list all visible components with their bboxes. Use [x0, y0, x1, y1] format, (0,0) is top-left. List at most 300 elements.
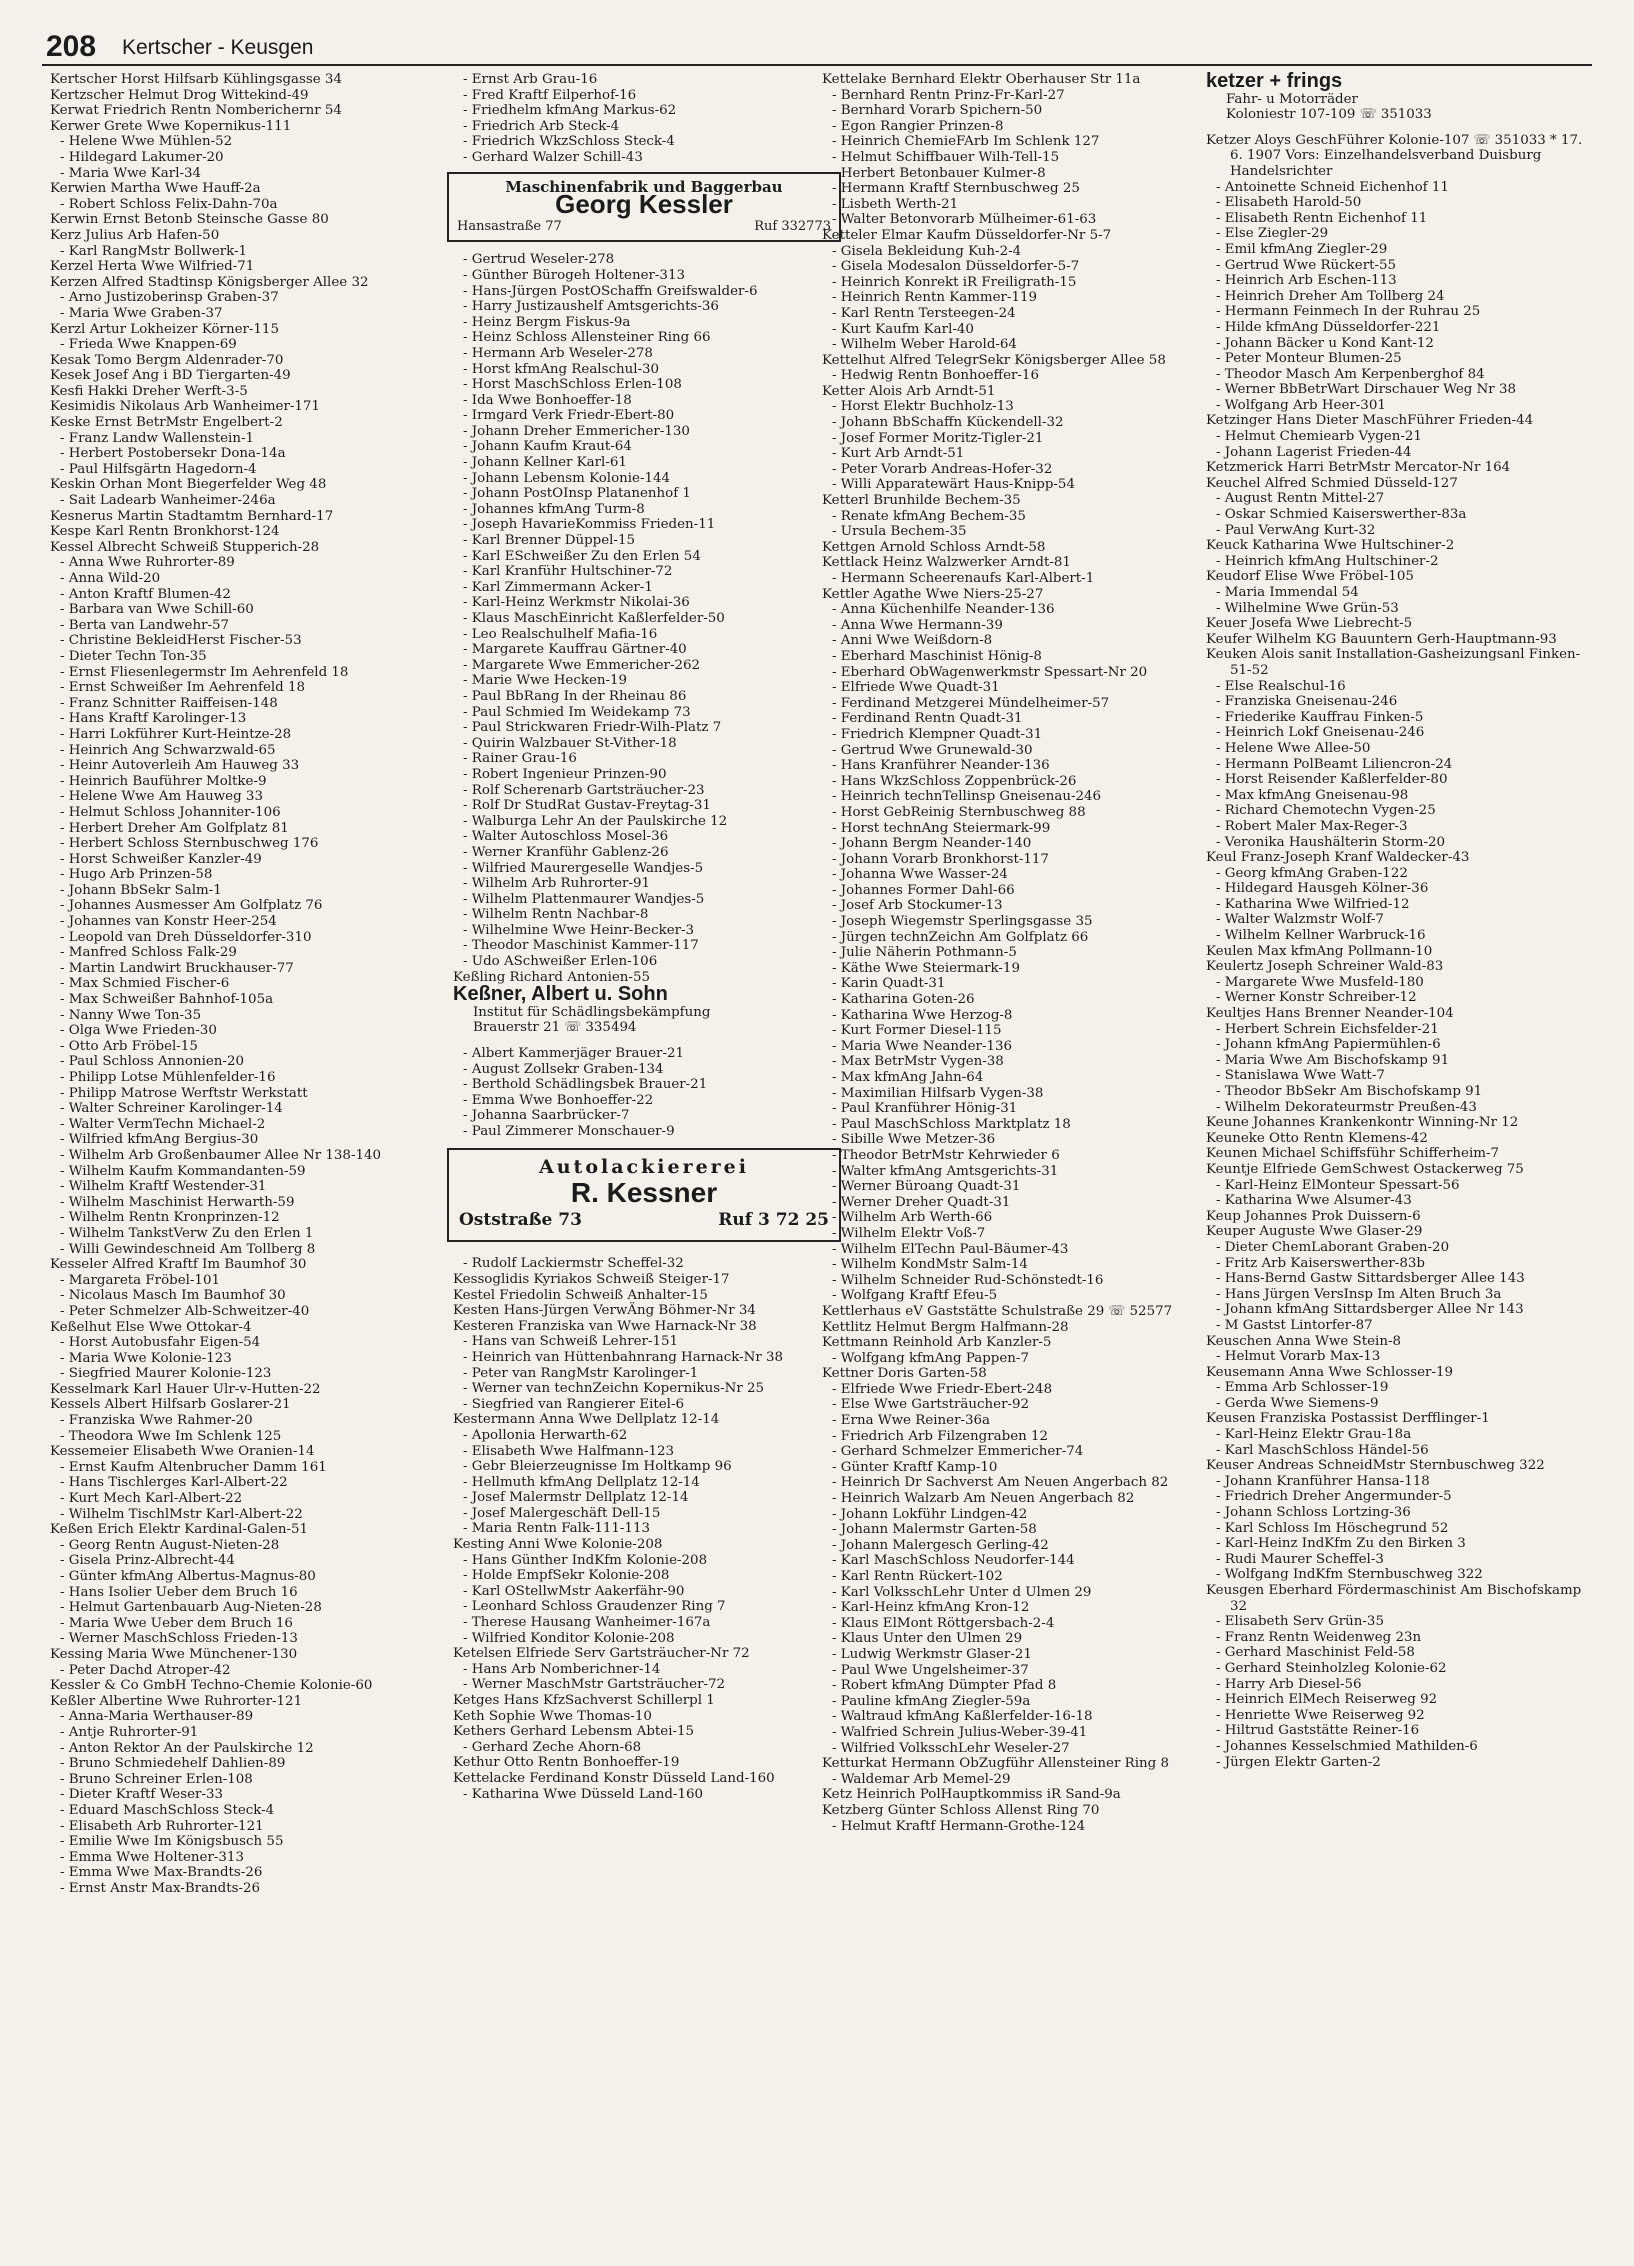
directory-entry: Kerwat Friedrich Rentn Nomberichernr 54: [50, 103, 342, 119]
directory-entry: Kesfi Hakki Dreher Werft-3-5: [50, 383, 248, 399]
directory-entry: - Paul Kranführer Hönig-31: [832, 1101, 1018, 1117]
directory-entry: - Horst Elektr Buchholz-13: [832, 399, 1014, 415]
directory-entry: - Gertrud Wwe Grunewald-30: [832, 742, 1033, 758]
directory-entry: - Leonhard Schloss Graudenzer Ring 7: [463, 1599, 726, 1615]
directory-entry: - Herbert Postobersekr Dona-14a: [60, 446, 286, 462]
directory-entry: Keßling Richard Antonien-55: [453, 969, 650, 985]
directory-entry: - Wilhelm Kellner Warbruck-16: [1216, 928, 1426, 944]
directory-entry: Kettelhut Alfred TelegrSekr Königsberger Allee 58: [822, 352, 1166, 368]
directory-entry: - Franz Rentn Weidenweg 23n: [1216, 1629, 1422, 1645]
directory-entry: - Eberhard ObWagenwerkmstr Spessart-Nr 20: [832, 664, 1148, 680]
directory-entry: - Harri Lokführer Kurt-Heintze-28: [60, 726, 292, 742]
directory-entry: - Johanna Saarbrücker-7: [463, 1108, 630, 1124]
directory-entry: - Hilde kfmAng Düsseldorfer-221: [1216, 319, 1441, 335]
directory-entry: - Elisabeth Rentn Eichenhof 11: [1216, 210, 1428, 226]
directory-entry: - Leopold van Dreh Düsseldorfer-310: [60, 929, 312, 945]
directory-entry: - Robert Ingenieur Prinzen-90: [463, 766, 667, 782]
directory-entry: - Heinrich Konrekt iR Freiligrath-15: [832, 274, 1077, 290]
directory-entry: Kessoglidis Kyriakos Schweiß Steiger-17: [453, 1271, 730, 1287]
directory-entry: Kessler & Co GmbH Techno-Chemie Kolonie-60: [50, 1678, 373, 1694]
directory-entry: - Johann kfmAng Papiermühlen-6: [1216, 1037, 1441, 1053]
directory-entry: - Hans WkzSchloss Zoppenbrück-26: [832, 773, 1077, 789]
directory-entry: - Helmut Kraftf Hermann-Grothe-124: [832, 1818, 1086, 1834]
directory-entry: - Günter kfmAng Albertus-Magnus-80: [60, 1569, 316, 1584]
directory-entry: Kesselmark Karl Hauer Ulr-v-Hutten-22: [50, 1381, 321, 1397]
directory-entry: - Hans-Bernd Gastw Sittardsberger Allee 143: [1216, 1271, 1525, 1287]
directory-entry: - Horst MaschSchloss Erlen-108: [463, 377, 682, 393]
directory-entry: - Wilhelm Maschinist Herwarth-59: [60, 1194, 295, 1210]
directory-entry: - Johann Malergesch Gerling-42: [832, 1537, 1049, 1553]
directory-entry: - Maria Rentn Falk-111-113: [463, 1521, 650, 1537]
directory-entry: - Helmut Vorarb Max-13: [1216, 1349, 1381, 1365]
directory-entry: - Rainer Grau-16: [463, 751, 577, 767]
directory-entry: - Margarete Wwe Emmericher-262: [463, 657, 701, 673]
directory-entry: - Elfriede Wwe Friedr-Ebert-248: [832, 1381, 1053, 1397]
directory-entry: - Elisabeth Serv Grün-35: [1216, 1614, 1384, 1630]
directory-entry: - Anton Kraftf Blumen-42: [60, 586, 231, 602]
directory-entry: Ketges Hans KfzSachverst Schillerpl 1: [453, 1693, 715, 1708]
directory-entry: - Helmut Gartenbauarb Aug-Nieten-28: [60, 1600, 322, 1616]
directory-entry: - Wilhelm Schneider Rud-Schönstedt-16: [832, 1272, 1104, 1288]
directory-entry: Kesek Josef Ang i BD Tiergarten-49: [50, 368, 291, 384]
directory-entry: - Gertrud Wwe Rückert-55: [1216, 257, 1397, 273]
directory-entry: - Peter Vorarb Andreas-Hofer-32: [832, 461, 1053, 477]
directory-entry: - Horst GebReinig Sternbuschweg 88: [832, 804, 1086, 820]
directory-entry: Kettgen Arnold Schloss Arndt-58: [822, 539, 1046, 555]
directory-entry: - Wilhelm Kraftf Westender-31: [60, 1179, 267, 1195]
directory-entry: - Nanny Wwe Ton-35: [60, 1007, 202, 1023]
directory-entry: Keul Franz-Joseph Kranf Waldecker-43: [1206, 850, 1470, 866]
directory-entry: - Karl OStellwMstr Aakerfähr-90: [463, 1583, 685, 1599]
directory-entry: Kettelake Bernhard Elektr Oberhauser Str 11a: [822, 72, 1141, 87]
directory-entry: Kettlitz Helmut Bergm Halfmann-28: [822, 1319, 1069, 1335]
directory-entry: - Katharina Wwe Herzog-8: [832, 1007, 1013, 1023]
directory-entry: - Bernhard Vorarb Spichern-50: [832, 103, 1043, 119]
directory-entry: - Friedrich Klempner Quadt-31: [832, 726, 1043, 742]
directory-entry: - Harry Arb Diesel-56: [1216, 1676, 1362, 1692]
directory-entry: - Wolfgang kfmAng Pappen-7: [832, 1350, 1029, 1366]
directory-entry: Keuser Andreas SchneidMstr Sternbuschweg 322: [1206, 1458, 1545, 1474]
directory-entry: - Hedwig Rentn Bonhoeffer-16: [832, 368, 1039, 384]
directory-entry: - Kurt Former Diesel-115: [832, 1023, 1002, 1039]
directory-entry: - Else Ziegler-29: [1216, 226, 1329, 242]
ad-autolackiererei: [447, 1148, 841, 1243]
directory-entry: - Rudi Maurer Scheffel-3: [1216, 1551, 1384, 1567]
directory-entry: - Ferdinand Metzgerei Mündelheimer-57: [832, 695, 1110, 711]
directory-entry: - Gisela Prinz-Albrecht-44: [60, 1553, 235, 1569]
directory-entry: - Johannes van Konstr Heer-254: [60, 914, 277, 930]
directory-entry: - Elisabeth Arb Ruhrorter-121: [60, 1818, 264, 1834]
directory-entry: - Horst Reisender Kaßlerfelder-80: [1216, 772, 1448, 788]
directory-entry: Keup Johannes Prok Duissern-6: [1206, 1208, 1421, 1224]
directory-entry: Keßelhut Else Wwe Ottokar-4: [50, 1319, 252, 1335]
directory-entry: - Wilhelm Plattenmaurer Wandjes-5: [463, 891, 705, 907]
directory-entry: - Wilhelm ElTechn Paul-Bäumer-43: [832, 1241, 1069, 1257]
directory-entry: Kesteren Franziska van Wwe Harnack-Nr 38: [453, 1318, 757, 1334]
directory-entry: - Bernhard Rentn Prinz-Fr-Karl-27: [832, 87, 1065, 103]
directory-entry: Kessing Maria Wwe Münchener-130: [50, 1646, 298, 1662]
directory-entry: - Leo Realschulhelf Mafia-16: [463, 626, 658, 642]
directory-entry: - Heinrich ElMech Reiserweg 92: [1216, 1692, 1438, 1708]
directory-entry: - Paul VerwAng Kurt-32: [1216, 522, 1376, 538]
directory-entry: Keunen Michael Schiffsführ Schifferheim-7: [1206, 1146, 1500, 1162]
directory-entry: - Heinrich Walzarb Am Neuen Angerbach 82: [832, 1491, 1135, 1507]
page-title: Kertscher - Keusgen: [122, 36, 314, 59]
directory-entry: - Karl MaschSchloss Händel-56: [1216, 1442, 1429, 1458]
ad-address: Hansastraße 77: [457, 218, 562, 234]
directory-entry: - Walter Schreiner Karolinger-14: [60, 1101, 283, 1117]
directory-entry: - Emma Wwe Holtener-313: [60, 1849, 244, 1865]
directory-entry: - Fritz Arb Kaiserswerther-83b: [1216, 1255, 1425, 1271]
directory-entry: - Georg Rentn August-Nieten-28: [60, 1537, 280, 1553]
directory-entry: - Maria Wwe Kolonie-123: [60, 1350, 232, 1366]
directory-entry: - Günter Kraftf Kamp-10: [832, 1459, 998, 1475]
directory-entry: - Joseph Wiegemstr Sperlingsgasse 35: [832, 914, 1093, 930]
directory-entry: - Peter Dachd Atroper-42: [60, 1662, 231, 1678]
directory-entry: Keuer Josefa Wwe Liebrecht-5: [1206, 616, 1413, 632]
directory-entry: - Johannes Former Dahl-66: [832, 882, 1015, 898]
directory-entry: - Maria Wwe Am Bischofskamp 91: [1216, 1052, 1450, 1068]
directory-entry: - Hans Arb Nomberichner-14: [463, 1661, 661, 1677]
directory-entry: Keskin Orhan Mont Biegerfelder Weg 48: [50, 477, 327, 493]
directory-entry: - Paul BbRang In der Rheinau 86: [463, 688, 687, 704]
directory-entry: - Willi Apparatewärt Haus-Knipp-54: [832, 477, 1075, 493]
directory-entry: - Theodor Masch Am Kerpenberghof 84: [1216, 366, 1485, 382]
directory-entry: - Hermann Arb Weseler-278: [463, 345, 653, 361]
directory-entry: - Holde EmpfSekr Kolonie-208: [463, 1568, 670, 1584]
directory-entry: - Heinrich Arb Eschen-113: [1216, 273, 1397, 289]
directory-entry: - Manfred Schloss Falk-29: [60, 945, 237, 961]
directory-entry: - Gisela Modesalon Düsseldorfer-5-7: [832, 259, 1080, 275]
directory-entry: - Dieter Kraftf Weser-33: [60, 1787, 223, 1803]
directory-entry: Kesseler Alfred Kraftf Im Baumhof 30: [50, 1257, 307, 1273]
directory-entry: - Klaus ElMont Röttgersbach-2-4: [832, 1615, 1055, 1631]
directory-entry: - Stanislawa Wwe Watt-7: [1216, 1068, 1385, 1084]
directory-entry: - Hildegard Lakumer-20: [60, 149, 224, 165]
directory-entry: - Margareta Fröbel-101: [60, 1272, 220, 1288]
directory-entry: - Karl Brenner Düppel-15: [463, 533, 635, 549]
directory-entry: - Paul Hilfsgärtn Hagedorn-4: [60, 461, 257, 477]
directory-entry: Kettmann Reinhold Arb Kanzler-5: [822, 1335, 1052, 1351]
directory-entry: - Wilfried VolksschLehr Weseler-27: [832, 1740, 1070, 1756]
directory-entry: - Paul Zimmerer Monschauer-9: [463, 1124, 675, 1139]
directory-entry: - Karl MaschSchloss Neudorfer-144: [832, 1553, 1075, 1569]
directory-entry: - Paul Schloss Annonien-20: [60, 1054, 244, 1070]
directory-entry: - Elisabeth Harold-50: [1216, 195, 1362, 211]
directory-entry: - Anna Wwe Ruhrorter-89: [60, 555, 235, 571]
directory-entry: - Wilhelm TischlMstr Karl-Albert-22: [60, 1506, 303, 1522]
directory-entry: - Philipp Matrose Werftstr Werkstatt: [60, 1085, 308, 1101]
directory-entry: Keulertz Joseph Schreiner Wald-83: [1206, 959, 1444, 975]
directory-entry: - Georg kfmAng Graben-122: [1216, 865, 1408, 881]
directory-entry: - Johann Dreher Emmericher-130: [463, 423, 690, 439]
directory-entry: - Gerhard Steinholzleg Kolonie-62: [1216, 1660, 1447, 1676]
directory-entry: - Johann BbSekr Salm-1: [60, 882, 222, 898]
directory-entry: - Paul Strickwaren Friedr-Wilh-Platz 7: [463, 720, 722, 736]
directory-entry: - Günther Bürogeh Holtener-313: [463, 267, 685, 283]
directory-entry: Keuper Auguste Wwe Glaser-29: [1206, 1224, 1423, 1240]
ad-phone: Ruf 332773: [754, 218, 831, 234]
directory-entry: - Josef Malermstr Dellplatz 12-14: [463, 1490, 689, 1506]
directory-entry: - Katharina Wwe Alsumer-43: [1216, 1193, 1412, 1209]
directory-entry: Kettelacke Ferdinand Konstr Düsseld Land-160: [453, 1770, 775, 1786]
directory-entry: - Waltraud kfmAng Kaßlerfelder-16-18: [832, 1709, 1093, 1725]
directory-entry: - Wilhelm Kaufm Kommandanten-59: [60, 1163, 306, 1179]
directory-entry: - Heinz Schloss Allensteiner Ring 66: [463, 330, 711, 346]
directory-entry: - Johann kfmAng Sittardsberger Allee Nr 143: [1216, 1302, 1524, 1318]
directory-entry: - Else Realschul-16: [1216, 678, 1346, 694]
directory-entry: - Walter Walzmstr Wolf-7: [1216, 912, 1384, 928]
directory-entry: - Karl Kranführ Hultschiner-72: [463, 564, 673, 580]
directory-entry: - Rolf Dr StudRat Gustav-Freytag-31: [463, 798, 711, 814]
directory-entry: - Robert Schloss Felix-Dahn-70a: [60, 196, 278, 212]
directory-entry: - Johann Bergm Neander-140: [832, 836, 1032, 852]
directory-entry: Keusgen Eberhard Fördermaschinist Am Bischofskamp 32: [1206, 1583, 1582, 1614]
directory-entry: - Heinrich Lokf Gneisenau-246: [1216, 725, 1425, 741]
directory-entry: - Ernst Fliesenlegermstr Im Aehrenfeld 18: [60, 664, 349, 680]
directory-entry: - Gerhard Zeche Ahorn-68: [463, 1739, 642, 1755]
directory-entry: - Eduard MaschSchloss Steck-4: [60, 1802, 275, 1818]
directory-entry: Kesnerus Martin Stadtamtm Bernhard-17: [50, 508, 334, 524]
directory-entry: - Friederike Kauffrau Finken-5: [1216, 709, 1424, 725]
directory-entry: - Friedhelm kfmAng Markus-62: [463, 103, 677, 119]
directory-entry: - Siegfried van Rangierer Eitel-6: [463, 1396, 685, 1412]
directory-entry: - Theodor BetrMstr Kehrwieder 6: [832, 1147, 1060, 1163]
directory-entry: - Else Wwe Gartsträucher-92: [832, 1397, 1030, 1413]
directory-entry: - August Zollsekr Graben-134: [463, 1061, 664, 1077]
directory-entry: - Dieter ChemLaborant Graben-20: [1216, 1239, 1450, 1255]
directory-entry: - Walter VermTechn Michael-2: [60, 1116, 266, 1132]
directory-entry: Kettner Doris Garten-58: [822, 1366, 987, 1382]
directory-entry: - Quirin Walzbauer St-Vither-18: [463, 735, 677, 751]
ad-tagline: Maschinenfabrik und Baggerbau: [505, 177, 783, 196]
directory-entry: Kerz Julius Arb Hafen-50: [50, 227, 220, 243]
directory-entry: Kerwin Ernst Betonb Steinsche Gasse 80: [50, 212, 329, 228]
column-3: [822, 72, 1210, 1834]
directory-entry: - Hildegard Hausgeh Kölner-36: [1216, 881, 1429, 897]
directory-entry: - Lisbeth Werth-21: [832, 196, 959, 212]
directory-entry: - Karl-Heinz ElMonteur Spessart-56: [1216, 1177, 1460, 1193]
directory-entry: - Peter van RangMstr Karolinger-1: [463, 1365, 699, 1381]
directory-entry: - Heinrich ChemieFArb Im Schlenk 127: [832, 134, 1100, 150]
directory-entry: - Wilhelm TankstVerw Zu den Erlen 1: [60, 1225, 314, 1241]
directory-entry: - Herbert Dreher Am Golfplatz 81: [60, 820, 289, 836]
directory-entry: - Karl ESchweißer Zu den Erlen 54: [463, 548, 701, 564]
ad-address: Oststraße 73: [459, 1209, 582, 1230]
directory-entry: - Werner BbBetrWart Dirschauer Weg Nr 38: [1216, 382, 1517, 398]
directory-entry: - Walter Autoschloss Mosel-36: [463, 829, 669, 845]
directory-entry: - Hermann Feinmech In der Ruhrau 25: [1216, 304, 1481, 320]
page-header: [42, 30, 1592, 66]
directory-entry: Ketteler Elmar Kaufm Düsseldorfer-Nr 5-7: [822, 227, 1112, 243]
directory-entry: - Heinrich Dreher Am Tollberg 24: [1216, 288, 1445, 304]
directory-entry: - Friedrich Dreher Angermunder-5: [1216, 1489, 1452, 1505]
directory-entry: - Johannes Ausmesser Am Golfplatz 76: [60, 898, 323, 914]
directory-entry: Kertzscher Helmut Drog Wittekind-49: [50, 87, 309, 103]
directory-entry: - Anni Wwe Weißdorn-8: [832, 633, 993, 649]
directory-entry: - Maria Wwe Karl-34: [60, 165, 202, 181]
directory-entry: Kethers Gerhard Lebensm Abtei-15: [453, 1724, 695, 1740]
directory-entry: - Johann Kellner Karl-61: [463, 455, 627, 471]
directory-entry: - Peter Monteur Blumen-25: [1216, 351, 1402, 367]
ad-company-name: R. Kessner: [570, 1177, 718, 1209]
directory-entry: - Karl Zimmermann Acker-1: [463, 579, 653, 595]
directory-entry: - Irmgard Verk Friedr-Ebert-80: [463, 408, 675, 424]
directory-entry: - Ida Wwe Bonhoeffer-18: [463, 392, 632, 408]
directory-entry: Kessemeier Elisabeth Wwe Oranien-14: [50, 1444, 315, 1460]
directory-entry: - Hans Günther IndKfm Kolonie-208: [463, 1552, 708, 1568]
directory-entry: - Frieda Wwe Knappen-69: [60, 337, 237, 353]
directory-entry: - Anna-Maria Werthauser-89: [60, 1709, 254, 1725]
ad-company-name: Georg Kessler: [555, 189, 733, 220]
directory-entry: Kesting Anni Wwe Kolonie-208: [453, 1537, 663, 1553]
directory-entry: - Wilhelmine Wwe Heinr-Becker-3: [463, 922, 695, 938]
directory-entry: - Waldemar Arb Memel-29: [832, 1771, 1011, 1787]
directory-entry: - Gertrud Weseler-278: [463, 252, 615, 268]
directory-entry: - Anna Wild-20: [60, 571, 161, 586]
directory-entry: - Wilfried Maurergeselle Wandjes-5: [463, 860, 704, 876]
directory-entry: - Josef Former Moritz-Tigler-21: [832, 430, 1044, 446]
directory-entry: Kettlack Heinz Walzwerker Arndt-81: [822, 555, 1071, 571]
directory-entry: - Richard Chemotechn Vygen-25: [1216, 803, 1436, 819]
directory-entry: - Horst technAng Steiermark-99: [832, 820, 1051, 836]
directory-entry: - Hans van Schweiß Lehrer-151: [463, 1334, 679, 1350]
directory-entry: Kertscher Horst Hilfsarb Kühlingsgasse 34: [50, 72, 342, 87]
directory-entry: Kespe Karl Rentn Bronkhorst-124: [50, 524, 280, 540]
directory-entry: - Max kfmAng Gneisenau-98: [1216, 787, 1409, 803]
directory-entry: - Karl Schloss Im Höschegrund 52: [1216, 1520, 1449, 1536]
directory-entry: - Paul Schmied Im Weidekamp 73: [463, 704, 691, 720]
directory-entry: - Klaus Unter den Ulmen 29: [832, 1631, 1023, 1647]
directory-entry: - Elisabeth Wwe Halfmann-123: [463, 1443, 675, 1459]
directory-entry: - Max kfmAng Jahn-64: [832, 1070, 984, 1085]
directory-entry: - Wilhelm Dekorateurmstr Preußen-43: [1216, 1099, 1477, 1115]
directory-entry: - Bruno Schreiner Erlen-108: [60, 1771, 253, 1787]
directory-entry: Kettler Agathe Wwe Niers-25-27: [822, 586, 1044, 602]
directory-entry: - Emma Wwe Bonhoeffer-22: [463, 1092, 654, 1108]
directory-entry: - Katharina Wwe Düsseld Land-160: [463, 1786, 704, 1802]
directory-entry: Keufer Wilhelm KG Bauuntern Gerh-Hauptmann-93: [1206, 631, 1557, 647]
ad-georg-kessler: [447, 172, 841, 243]
directory-entry: - August Rentn Mittel-27: [1216, 491, 1385, 507]
directory-entry: - Arno Justizoberinsp Graben-37: [60, 290, 279, 306]
directory-entry: - Gebr Bleierzeugnisse Im Holtkamp 96: [463, 1459, 732, 1475]
directory-entry: - Erna Wwe Reiner-36a: [832, 1413, 991, 1429]
directory-entry: - Hugo Arb Prinzen-58: [60, 867, 213, 883]
directory-entry: Ketzmerick Harri BetrMstr Mercator-Nr 164: [1206, 460, 1511, 476]
directory-entry: Keuneke Otto Rentn Klemens-42: [1206, 1130, 1428, 1146]
directory-entry: - Johann Kaufm Kraut-64: [463, 439, 632, 455]
directory-entry: - Ernst Schweißer Im Aehrenfeld 18: [60, 680, 306, 696]
directory-entry: - Anton Rektor An der Paulskirche 12: [60, 1740, 314, 1756]
directory-entry: - Antje Ruhrorter-91: [60, 1724, 199, 1740]
directory-entry: Keßler Albertine Wwe Ruhrorter-121: [50, 1693, 303, 1709]
directory-entry: - Bruno Schmiedehelf Dahlien-89: [60, 1756, 286, 1772]
directory-entry: - Wilhelm Rentn Nachbar-8: [463, 907, 649, 923]
directory-entry: - Helmut Schloss Johanniter-106: [60, 804, 281, 820]
directory-entry: - Pauline kfmAng Ziegler-59a: [832, 1693, 1031, 1709]
directory-entry: - Emilie Wwe Im Königsbusch 55: [60, 1834, 284, 1850]
directory-entry: - Udo ASchweißer Erlen-106: [463, 954, 658, 970]
directory-entry: - Anna Küchenhilfe Neander-136: [832, 602, 1055, 618]
directory-entry: - Heinrich Dr Sachverst Am Neuen Angerbach 82: [832, 1475, 1169, 1491]
directory-entry: - Karl-Heinz kfmAng Kron-12: [832, 1600, 1030, 1616]
directory-entry: - Wolfgang IndKfm Sternbuschweg 322: [1216, 1567, 1483, 1583]
directory-entry: Keudorf Elise Wwe Fröbel-105: [1206, 569, 1414, 585]
directory-entry: Keth Sophie Wwe Thomas-10: [453, 1708, 652, 1724]
directory-entry: - Veronika Haushälterin Storm-20: [1216, 834, 1446, 850]
directory-entry: - Paul MaschSchloss Marktplatz 18: [832, 1116, 1071, 1132]
directory-entry: - Karl-Heinz IndKfm Zu den Birken 3: [1216, 1536, 1466, 1552]
directory-entry: Keusen Franziska Postassist Derfflinger-1: [1206, 1411, 1490, 1427]
directory-entry: - Johann Schloss Lortzing-36: [1216, 1505, 1411, 1521]
directory-entry: Keuntje Elfriede GemSchwest Ostackerweg 75: [1206, 1161, 1524, 1177]
directory-entry: - Willi Gewindeschneid Am Tollberg 8: [60, 1241, 316, 1257]
page-number: 208: [46, 30, 97, 63]
directory-entry: - Käthe Wwe Steiermark-19: [832, 960, 1020, 976]
directory-entry: - Johann Kranführer Hansa-118: [1216, 1473, 1430, 1489]
directory-entry: - Heinz Bergm Fiskus-9a: [463, 314, 631, 330]
directory-entry: - Wilhelm Arb Ruhrorter-91: [463, 876, 651, 892]
directory-entry: - Katharina Wwe Wilfried-12: [1216, 896, 1410, 912]
directory-entry: - Maria Wwe Graben-37: [60, 305, 223, 321]
directory-entry: - Wilhelm Elektr Voß-7: [832, 1225, 986, 1241]
directory-entry: - Karl Rentn Tersteegen-24: [832, 305, 1016, 321]
directory-entry: Kesak Tomo Bergm Aldenrader-70: [50, 352, 284, 368]
ad-ketzer-frings-name: ketzer + frings: [1206, 70, 1343, 92]
directory-entry: - Herbert Schloss Sternbuschweg 176: [60, 836, 319, 852]
directory-entry: - Klaus MaschEinricht Kaßlerfelder-50: [463, 611, 725, 626]
ad-ketzer-line1: Fahr- u Motorräder: [1226, 91, 1358, 107]
directory-entry: - Hans Isolier Ueber dem Bruch 16: [60, 1584, 298, 1600]
directory-entry: - Sait Ladearb Wanheimer-246a: [60, 493, 276, 509]
directory-entry: - Walter kfmAng Amtsgerichts-31: [832, 1163, 1059, 1179]
directory-entry: - Horst Autobusfahr Eigen-54: [60, 1335, 261, 1351]
directory-entry: - Jürgen technZeichn Am Golfplatz 66: [832, 929, 1089, 945]
directory-entry: Keune Johannes Krankenkontr Winning-Nr 12: [1206, 1115, 1519, 1131]
directory-entry: - Theodor Maschinist Kammer-117: [463, 938, 699, 954]
directory-entry: - Karl VolksschLehr Unter d Ulmen 29: [832, 1584, 1092, 1600]
directory-entry: - Berta van Landwehr-57: [60, 617, 230, 633]
directory-entry: - Maria Immendal 54: [1216, 585, 1359, 600]
directory-entry: - Renate kfmAng Bechem-35: [832, 508, 1026, 524]
directory-entry: - Emma Arb Schlosser-19: [1216, 1380, 1389, 1396]
directory-entry: Kestel Friedolin Schweiß Anhalter-15: [453, 1287, 708, 1303]
directory-entry: - Johann BbSchaffn Kückendell-32: [832, 415, 1064, 431]
directory-entry: - Werner Kranführ Gablenz-26: [463, 844, 669, 860]
directory-entry: Ketz Heinrich PolHauptkommiss iR Sand-9a: [822, 1787, 1121, 1803]
directory-entry: - Otto Arb Fröbel-15: [60, 1038, 198, 1054]
directory-entry: - Gerda Wwe Siemens-9: [1216, 1395, 1379, 1411]
directory-entry: - Maria Wwe Ueber dem Bruch 16: [60, 1615, 293, 1631]
directory-entry: Ketelsen Elfriede Serv Gartsträucher-Nr 72: [453, 1646, 750, 1662]
directory-entry: Kesimidis Nikolaus Arb Wanheimer-171: [50, 399, 320, 415]
directory-entry: - Wilhelm Weber Harold-64: [832, 337, 1017, 353]
directory-entry: - Friedrich Arb Steck-4: [463, 118, 620, 134]
directory-entry: - Barbara van Wwe Schill-60: [60, 602, 254, 618]
directory-entry: - Heinrich Ang Schwarzwald-65: [60, 742, 276, 758]
directory-entry: - Walfried Schrein Julius-Weber-39-41: [832, 1724, 1088, 1740]
directory-entry: - Jürgen Elektr Garten-2: [1216, 1754, 1381, 1770]
directory-entry: - Theodora Wwe Im Schlenk 125: [60, 1428, 282, 1444]
directory-entry: - Helene Wwe Allee-50: [1216, 740, 1371, 756]
directory-entry: - Kurt Mech Karl-Albert-22: [60, 1491, 243, 1507]
directory-entry: - M Gastst Lintorfer-87: [1216, 1317, 1373, 1333]
directory-entry: Keuchel Alfred Schmied Düsseld-127: [1206, 475, 1458, 491]
directory-entry: - Fred Kraftf Eilperhof-16: [463, 87, 637, 103]
directory-entry: - Christine BekleidHerst Fischer-53: [60, 633, 302, 649]
directory-entry: - Helene Wwe Mühlen-52: [60, 134, 233, 150]
